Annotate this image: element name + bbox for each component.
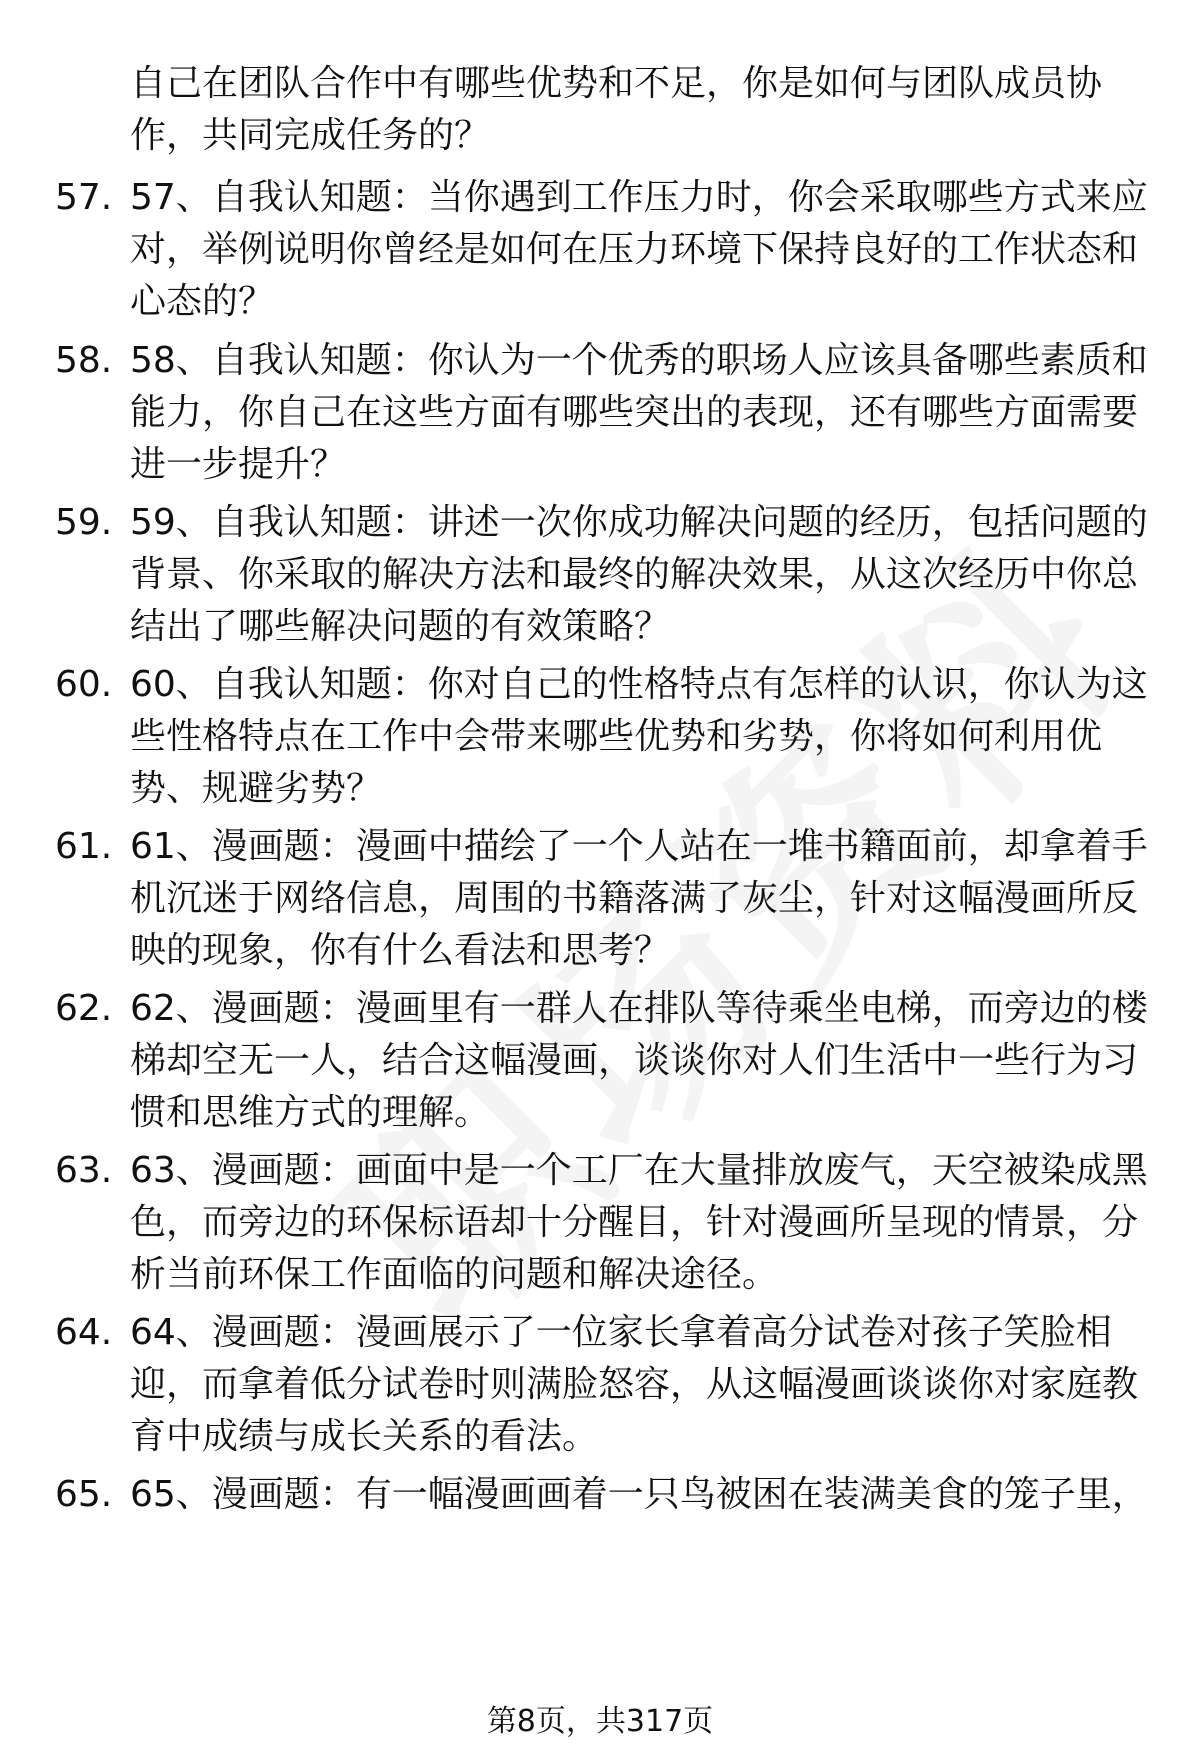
item-number: 62. [55, 988, 113, 1029]
item-text: 58、自我认知题：你认为一个优秀的职场人应该具备哪些素质和能力，你自己在这些方面有哪些突出的表现，还有哪些方面需要进一步提升？ [130, 340, 1148, 485]
item-text: 63、漫画题：画面中是一个工厂在大量排放废气，天空被染成黑色，而旁边的环保标语却十分醒目，针对漫画所呈现的情景，分析当前环保工作面临的问题和解决途径。 [130, 1150, 1148, 1295]
item-number: 57. [55, 177, 113, 218]
item-text: 64、漫画题：漫画展示了一位家长拿着高分试卷对孩子笑脸相迎，而拿着低分试卷时则满脸怒容，从这幅漫画谈谈你对家庭教育中成绩与成长关系的看法。 [130, 1312, 1139, 1457]
item-text: 59、自我认知题：讲述一次你成功解决问题的经历，包括问题的背景、你采取的解决方法和最终的解决效果，从这次经历中你总结出了哪些解决问题的有效策略？ [130, 502, 1148, 647]
item-text: 61、漫画题：漫画中描绘了一个人站在一堆书籍面前，却拿着手机沉迷于网络信息，周围的书籍落满了灰尘，针对这幅漫画所反映的现象，你有什么看法和思考？ [130, 826, 1148, 971]
item-text: 62、漫画题：漫画里有一群人在排队等待乘坐电梯，而旁边的楼梯却空无一人，结合这幅漫画，谈谈你对人们生活中一些行为习惯和思维方式的理解。 [130, 988, 1148, 1133]
continuation-paragraph: 自己在团队合作中有哪些优势和不足，你是如何与团队成员协作，共同完成任务的？ [130, 63, 1103, 156]
item-number: 59. [55, 502, 113, 543]
item-text: 57、自我认知题：当你遇到工作压力时，你会采取哪些方式来应对，举例说明你曾经是如何在压力环境下保持良好的工作状态和心态的？ [130, 177, 1148, 322]
item-text: 65、漫画题：有一幅漫画画着一只鸟被困在装满美食的笼子里， [130, 1474, 1148, 1515]
item-number: 64. [55, 1312, 113, 1353]
item-text: 60、自我认知题：你对自己的性格特点有怎样的认识，你认为这些性格特点在工作中会带来哪些优势和劣势，你将如何利用优势、规避劣势？ [130, 664, 1148, 809]
item-number: 61. [55, 826, 113, 867]
item-number: 65. [55, 1474, 113, 1515]
item-number: 63. [55, 1150, 113, 1191]
page-footer: 第8页，共317页 [486, 1704, 714, 1739]
item-number: 60. [55, 664, 113, 705]
item-number: 58. [55, 340, 113, 381]
